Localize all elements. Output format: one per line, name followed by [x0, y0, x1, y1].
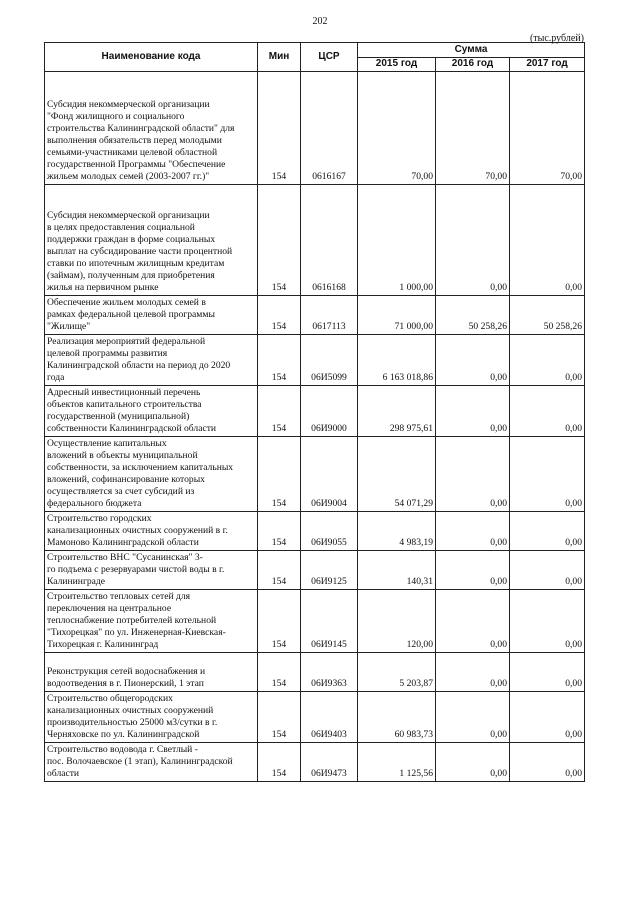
row-name: Реконструкция сетей водоснабжения и водоотведения в г. Пионерский, 1 этап: [45, 653, 258, 692]
row-sum-2016: 0,00: [436, 692, 510, 743]
row-csr: 06И9000: [301, 386, 358, 437]
row-sum-2015: 4 983,19: [358, 512, 436, 551]
row-sum-2015: 70,00: [358, 72, 436, 185]
row-sum-2015: 54 071,29: [358, 437, 436, 512]
row-min: 154: [258, 512, 301, 551]
table-row: [45, 386, 585, 437]
row-name: Строительство городских канализационных очистных сооружений в г. Мамоново Калининградской области: [45, 512, 258, 551]
row-sum-2016: 0,00: [436, 743, 510, 782]
row-csr: 06И9145: [301, 590, 358, 653]
row-sum-2017: 70,00: [510, 72, 585, 185]
row-sum-2016: 0,00: [436, 335, 510, 386]
row-name: Строительство тепловых сетей для переключения на центральное теплоснабжение потребителей котельной "Тихорецкая" по ул. Инженерная-Киевская- Тихорецкая г. Калининград: [45, 590, 258, 653]
row-sum-2016: 0,00: [436, 590, 510, 653]
row-sum-2017: 0,00: [510, 551, 585, 590]
row-sum-2015: 1 125,56: [358, 743, 436, 782]
row-name: Строительство ВНС "Сусанинская" 3- го подъема с резервуарами чистой воды в г. Калининграде: [45, 551, 258, 590]
row-sum-2016: 0,00: [436, 185, 510, 296]
row-sum-2017: 0,00: [510, 692, 585, 743]
table-row: [45, 185, 585, 296]
header-name: Наименование кода: [45, 43, 258, 72]
table-row: [45, 512, 585, 551]
row-sum-2016: 0,00: [436, 386, 510, 437]
row-sum-2017: 0,00: [510, 512, 585, 551]
table-row: [45, 437, 585, 512]
row-sum-2015: 5 203,87: [358, 653, 436, 692]
table-row: [45, 72, 585, 185]
table-row: [45, 296, 585, 335]
header-csr: ЦСР: [301, 43, 358, 72]
row-min: 154: [258, 296, 301, 335]
header-year-2016: 2016 год: [436, 57, 510, 72]
table-row: [45, 590, 585, 653]
table-row: [45, 653, 585, 692]
row-sum-2015: 120,00: [358, 590, 436, 653]
row-min: 154: [258, 72, 301, 185]
row-sum-2016: 0,00: [436, 653, 510, 692]
row-min: 154: [258, 386, 301, 437]
units-label: (тыс.рублей): [529, 33, 584, 44]
row-csr: 06И9055: [301, 512, 358, 551]
row-sum-2016: 0,00: [436, 437, 510, 512]
budget-table: [44, 42, 585, 782]
row-sum-2017: 0,00: [510, 743, 585, 782]
row-sum-2015: 71 000,00: [358, 296, 436, 335]
header-year-2017: 2017 год: [510, 57, 585, 72]
row-min: 154: [258, 185, 301, 296]
header-min: Мин: [258, 43, 301, 72]
row-csr: 06И5099: [301, 335, 358, 386]
table-row: [45, 743, 585, 782]
row-sum-2017: 0,00: [510, 335, 585, 386]
row-sum-2017: 0,00: [510, 386, 585, 437]
row-csr: 06И9004: [301, 437, 358, 512]
row-csr: 0616168: [301, 185, 358, 296]
row-csr: 06И9403: [301, 692, 358, 743]
row-name: Субсидия некоммерческой организации в целях предоставления социальной поддержки граждан в форме социальных выплат на субсидирование части процентной ставки по ипотечным жилищным кредитам (займам), полученным для приобретения жилья на первичном рынке: [45, 185, 258, 296]
table-row: [45, 692, 585, 743]
row-name: Обеспечение жильем молодых семей в рамках федеральной целевой программы "Жилище": [45, 296, 258, 335]
row-sum-2017: 0,00: [510, 590, 585, 653]
row-sum-2016: 50 258,26: [436, 296, 510, 335]
row-sum-2015: 6 163 018,86: [358, 335, 436, 386]
row-name: Субсидия некоммерческой организации "Фонд жилищного и социального строительства Калининградской области" для выполнения обязательств перед молодыми семьями-участниками целевой областной государственной Программы "Обеспечение жильем молодых семей (2003-2007 гг.)": [45, 72, 258, 185]
row-sum-2015: 140,31: [358, 551, 436, 590]
row-name: Реализация мероприятий федеральной целевой программы развития Калининградской области на период до 2020 года: [45, 335, 258, 386]
row-sum-2015: 298 975,61: [358, 386, 436, 437]
row-min: 154: [258, 692, 301, 743]
row-sum-2017: 50 258,26: [510, 296, 585, 335]
row-sum-2015: 60 983,73: [358, 692, 436, 743]
row-name: Строительство водовода г. Светлый - пос. Волочаевское (1 этап), Калининградской области: [45, 743, 258, 782]
row-min: 154: [258, 590, 301, 653]
row-sum-2016: 0,00: [436, 551, 510, 590]
row-csr: 06И9363: [301, 653, 358, 692]
row-sum-2017: 0,00: [510, 653, 585, 692]
page-number: 202: [312, 16, 328, 27]
row-sum-2016: 0,00: [436, 512, 510, 551]
row-min: 154: [258, 743, 301, 782]
row-sum-2017: 0,00: [510, 185, 585, 296]
row-sum-2016: 70,00: [436, 72, 510, 185]
header-sum: Сумма: [358, 43, 585, 58]
row-name: Строительство общегородских канализационных очистных сооружений производительностью 25000 м3/сутки в г. Черняховске по ул. Калининградской: [45, 692, 258, 743]
row-csr: 06И9125: [301, 551, 358, 590]
header-year-2015: 2015 год: [358, 57, 436, 72]
row-name: Адресный инвестиционный перечень объектов капитального строительства государственной (муниципальной) собственности Калининградской области: [45, 386, 258, 437]
row-min: 154: [258, 653, 301, 692]
row-min: 154: [258, 437, 301, 512]
row-csr: 0616167: [301, 72, 358, 185]
row-csr: 0617113: [301, 296, 358, 335]
row-sum-2017: 0,00: [510, 437, 585, 512]
row-min: 154: [258, 335, 301, 386]
table-row: [45, 551, 585, 590]
row-min: 154: [258, 551, 301, 590]
table-row: [45, 335, 585, 386]
row-sum-2015: 1 000,00: [358, 185, 436, 296]
row-csr: 06И9473: [301, 743, 358, 782]
row-name: Осуществление капитальных вложений в объекты муниципальной собственности, за исключением капитальных вложений, софинансирование которых осуществляется за счет субсидий из федерального бюджета: [45, 437, 258, 512]
